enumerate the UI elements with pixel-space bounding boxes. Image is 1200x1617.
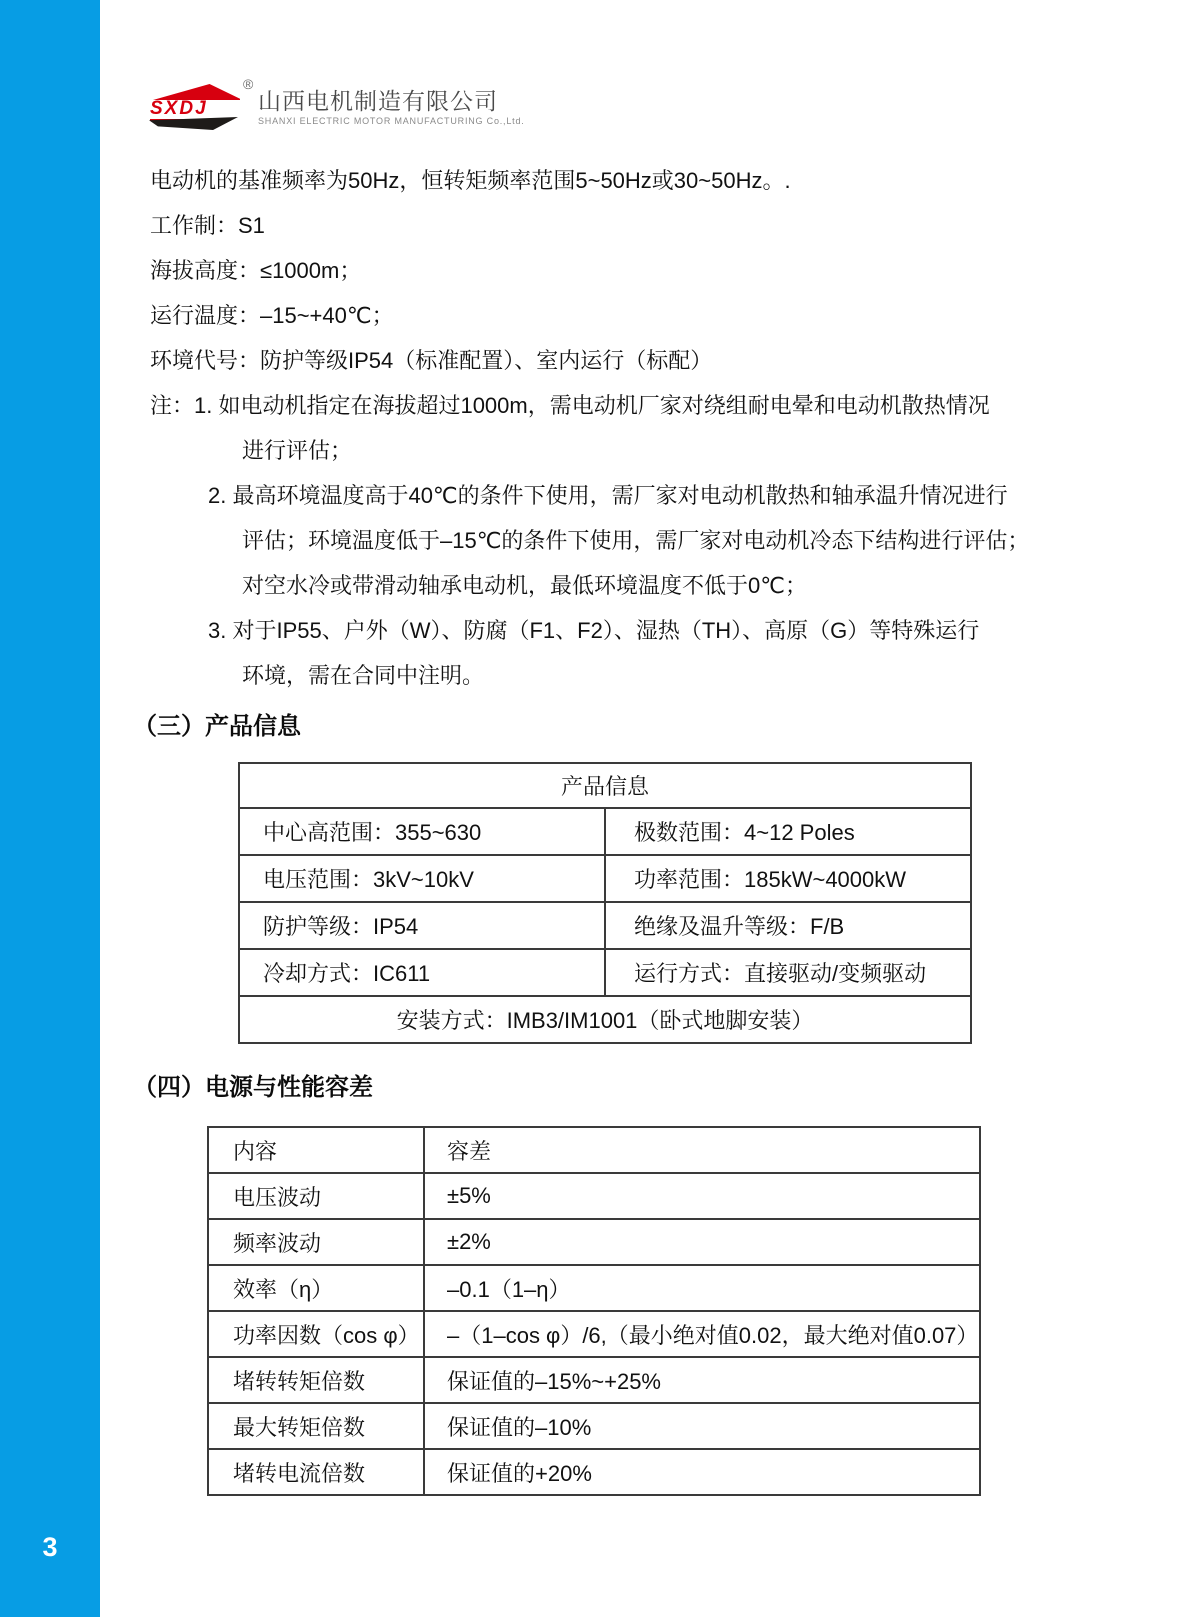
table-cell: 功率因数（cos φ） <box>208 1311 424 1357</box>
table-row <box>239 808 971 855</box>
table-cell: 功率范围：185kW~4000kW <box>605 855 971 902</box>
body-line: 环境，需在合同中注明。 <box>242 663 485 688</box>
table-title-cell: 产品信息 <box>239 763 971 808</box>
body-line: 环境代号：防护等级IP54（标准配置）、室内运行（标配） <box>150 348 713 373</box>
registered-trademark-icon: ® <box>243 76 254 92</box>
table-row <box>239 855 971 902</box>
table-row <box>208 1357 980 1403</box>
body-text <box>0 158 1150 698</box>
body-line: 评估；环境温度低于–15℃的条件下使用，需厂家对电动机冷态下结构进行评估； <box>242 528 1030 553</box>
table-row <box>208 1403 980 1449</box>
table-cell: 中心高范围：355~630 <box>239 808 605 855</box>
body-line: 运行温度：–15~+40℃； <box>150 303 394 328</box>
table-header-cell: 容差 <box>424 1127 980 1173</box>
table-cell: 运行方式：直接驱动/变频驱动 <box>605 949 971 996</box>
table-row <box>239 949 971 996</box>
body-line: 对空水冷或带滑动轴承电动机，最低环境温度不低于0℃； <box>242 573 807 598</box>
body-line: 电动机的基准频率为50Hz，恒转矩频率范围5~50Hz或30~50Hz。. <box>150 168 791 193</box>
table-cell: 绝缘及温升等级：F/B <box>605 902 971 949</box>
company-name-cn: 山西电机制造有限公司 <box>258 88 498 114</box>
table-row <box>208 1311 980 1357</box>
table-cell: 冷却方式：IC611 <box>239 949 605 996</box>
page-number: 3 <box>42 1532 58 1562</box>
table-cell: 防护等级：IP54 <box>239 902 605 949</box>
company-name-en: SHANXI ELECTRIC MOTOR MANUFACTURING Co.,Ltd. <box>258 116 525 126</box>
table-cell: ±5% <box>424 1173 980 1219</box>
section-title-tolerance: （四）电源与性能容差 <box>133 1074 373 1101</box>
table-cell: 堵转转矩倍数 <box>208 1357 424 1403</box>
table-cell: 电压波动 <box>208 1173 424 1219</box>
table-cell: 频率波动 <box>208 1219 424 1265</box>
logo-abbr-text: SXDJ <box>150 98 208 119</box>
body-line: 注：1. 如电动机指定在海拔超过1000m，需电动机厂家对绕组耐电晕和电动机散热情况 <box>150 393 990 418</box>
table-row <box>208 1219 980 1265</box>
product-info-table <box>238 762 972 1044</box>
table-row <box>208 1127 980 1173</box>
table-cell: 电压范围：3kV~10kV <box>239 855 605 902</box>
table-cell: 保证值的+20% <box>424 1449 980 1495</box>
tolerance-table <box>207 1126 981 1496</box>
body-line: 进行评估； <box>242 438 353 463</box>
table-cell: 保证值的–10% <box>424 1403 980 1449</box>
table-cell: 保证值的–15%~+25% <box>424 1357 980 1403</box>
table-row <box>208 1449 980 1495</box>
table-cell: ±2% <box>424 1219 980 1265</box>
table-row <box>208 1265 980 1311</box>
table-row <box>239 996 971 1043</box>
table-cell: –0.1（1–η） <box>424 1265 980 1311</box>
body-line: 3. 对于IP55、户外（W）、防腐（F1、F2）、湿热（TH）、高原（G）等特殊运行 <box>208 618 980 643</box>
company-name-block <box>258 88 525 126</box>
body-line: 工作制：S1 <box>150 213 265 238</box>
table-cell: 最大转矩倍数 <box>208 1403 424 1449</box>
table-header-cell: 内容 <box>208 1127 424 1173</box>
section-title-product-info: （三）产品信息 <box>133 713 301 740</box>
table-cell: –（1–cos φ）/6,（最小绝对值0.02，最大绝对值0.07） <box>424 1311 980 1357</box>
sxdj-logo-icon <box>145 84 240 130</box>
table-cell: 堵转电流倍数 <box>208 1449 424 1495</box>
table-row <box>239 902 971 949</box>
body-line: 2. 最高环境温度高于40℃的条件下使用，需厂家对电动机散热和轴承温升情况进行 <box>208 483 1008 508</box>
table-row <box>208 1173 980 1219</box>
table-cell: 极数范围：4~12 Poles <box>605 808 971 855</box>
table-footer-cell: 安装方式：IMB3/IM1001（卧式地脚安装） <box>239 996 971 1043</box>
body-line: 海拔高度：≤1000m； <box>150 258 362 283</box>
table-row <box>239 763 971 808</box>
table-cell: 效率（η） <box>208 1265 424 1311</box>
